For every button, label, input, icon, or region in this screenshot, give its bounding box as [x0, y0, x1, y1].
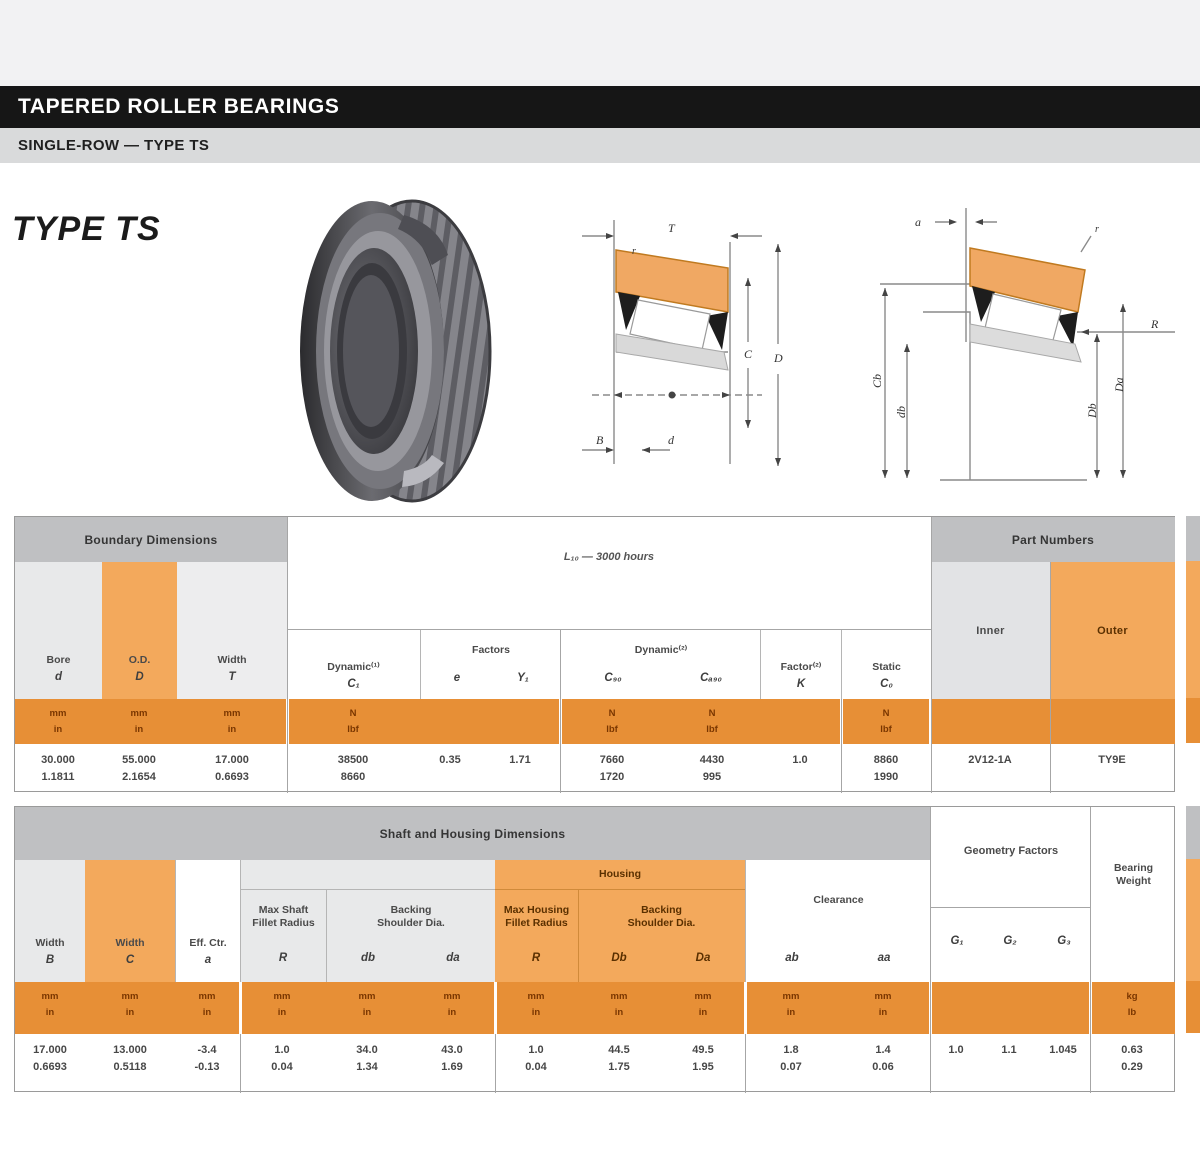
type-ts-heading: TYPE TS — [12, 210, 161, 248]
cell-c1: 38500 8660 — [337, 754, 369, 784]
cell-shaft-fillet: 1.0 0.04 — [271, 1044, 293, 1074]
cell-bore: 30.000 1.1811 — [41, 754, 75, 784]
dim-label-R: R — [1151, 317, 1159, 331]
dim-label-T: T — [668, 221, 675, 235]
cell-housing-fillet: 1.0 0.04 — [525, 1044, 547, 1074]
bearing-photo — [294, 193, 506, 509]
table-continuation-sliver — [1186, 859, 1200, 981]
cell-eff-center: -3.4 -0.13 — [194, 1044, 220, 1074]
col-header-static: Static C₀ — [841, 630, 931, 700]
table-continuation-sliver — [1186, 698, 1200, 743]
unit-mm-in: mm in — [130, 708, 148, 735]
unit-mm-in: mm in — [49, 708, 67, 735]
cell-weight: 0.63 0.29 — [1121, 1044, 1143, 1074]
bearing-render — [300, 201, 490, 501]
unit-n-lbf: N lbf — [347, 708, 359, 735]
group-header-boundary-dimensions: Boundary Dimensions — [15, 517, 287, 562]
title-bar — [0, 86, 1200, 128]
dim-label-Da: Da — [1112, 377, 1126, 392]
dim-label-C: C — [744, 347, 753, 361]
unit-mm-in: mm in — [358, 991, 376, 1018]
dim-label-D: D — [774, 351, 783, 365]
dim-label-B: B — [596, 433, 604, 447]
col-header-eff-center: Eff. Ctr. a — [175, 860, 240, 982]
col-header-dynamic1: Dynamic⁽¹⁾ C₁ — [327, 660, 380, 690]
unit-mm-in: mm in — [273, 991, 291, 1018]
table-continuation-sliver — [1186, 561, 1200, 698]
dim-label-r: r — [1095, 224, 1099, 235]
page-subtitle: SINGLE-ROW — TYPE TS — [18, 137, 210, 154]
unit-mm-in: mm in — [874, 991, 892, 1018]
subtitle-bar — [0, 128, 1200, 163]
col-header-outer: Outer — [1050, 562, 1175, 699]
cell-y1: 1.71 — [509, 754, 531, 766]
cell-Db: 44.5 1.75 — [608, 1044, 630, 1074]
table-continuation-sliver — [1186, 806, 1200, 859]
unit-mm-in: mm in — [694, 991, 712, 1018]
group-header-mounting: Shaft and Housing Dimensions — [15, 807, 930, 860]
col-header-cone-width: Width B — [15, 860, 85, 982]
col-header-factors: Factors e Y₁ — [420, 630, 560, 700]
cell-od: 55.000 2.1654 — [122, 754, 156, 784]
unit-kg-lb: kg lb — [1126, 991, 1138, 1018]
mounting-dimensions-table — [14, 806, 1175, 1092]
ratings-subheader — [287, 629, 931, 699]
table-row — [15, 1034, 1175, 1093]
unit-mm-in: mm in — [527, 991, 545, 1018]
cross-section-diagram — [552, 192, 802, 502]
cell-width: 17.000 0.6693 — [215, 754, 249, 784]
cell-ca90: 4430 995 — [699, 754, 725, 784]
col-header-inner: Inner — [931, 562, 1050, 699]
cell-db: 34.0 1.34 — [356, 1044, 378, 1074]
dim-label-Db: Db — [1085, 403, 1099, 418]
mounted-diagram — [845, 192, 1185, 502]
cell-ab: 1.8 0.07 — [780, 1044, 802, 1074]
cell-aa: 1.4 0.06 — [872, 1044, 894, 1074]
cell-g2: 1.1 — [1001, 1044, 1017, 1056]
dim-label-db: db — [894, 406, 908, 418]
cell-k: 1.0 — [792, 754, 808, 766]
unit-mm-in: mm in — [782, 991, 800, 1018]
table-continuation-sliver — [1186, 516, 1200, 561]
cell-c0: 8860 1990 — [873, 754, 899, 784]
col-header-od: O.D. D — [102, 562, 177, 699]
table-row — [15, 744, 1175, 793]
unit-mm-in: mm in — [443, 991, 461, 1018]
page-title: TAPERED ROLLER BEARINGS — [18, 95, 340, 118]
dim-label-Cb: Cb — [870, 373, 884, 388]
col-header-weight: Bearing Weight — [1090, 807, 1175, 982]
unit-n-lbf: N lbf — [880, 708, 892, 735]
dimensions-ratings-table — [14, 516, 1175, 792]
unit-n-lbf: N lbf — [606, 708, 618, 735]
cell-inner-part: 2V12-1A — [968, 754, 1012, 766]
col-header-dynamic2: Dynamic⁽²⁾ C₉₀ Cₐ₉₀ — [560, 630, 760, 700]
dim-label-a: a — [915, 215, 921, 229]
dim-label-r: r — [632, 246, 636, 257]
col-header-factor-k: Factor⁽²⁾ K — [760, 630, 841, 700]
cell-e: 0.35 — [439, 754, 461, 766]
group-header-geometry-factors: Geometry Factors G₁ G₂ G₃ — [930, 807, 1090, 982]
unit-mm-in: mm in — [41, 991, 59, 1018]
table-continuation-sliver — [1186, 981, 1200, 1033]
group-header-part-numbers: Part Numbers — [931, 517, 1175, 562]
unit-n-lbf: N lbf — [706, 708, 718, 735]
cell-g1: 1.0 — [948, 1044, 964, 1056]
units-band — [15, 982, 1175, 1034]
cell-cup-width: 13.000 0.5118 — [113, 1044, 147, 1074]
cell-g3: 1.045 — [1049, 1044, 1077, 1056]
cell-da: 43.0 1.69 — [441, 1044, 463, 1074]
col-header-bore: Bore d — [15, 562, 102, 699]
top-margin-strip — [0, 0, 1200, 86]
col-header-cup-width: Width C — [85, 860, 175, 982]
cell-Da: 49.5 1.95 — [692, 1044, 714, 1074]
unit-mm-in: mm in — [121, 991, 139, 1018]
group-header-ratings: L₁₀ — 3000 hours — [563, 551, 655, 563]
cell-cone-width: 17.000 0.6693 — [33, 1044, 67, 1074]
unit-mm-in: mm in — [610, 991, 628, 1018]
dim-label-d: d — [668, 433, 674, 447]
unit-mm-in: mm in — [198, 991, 216, 1018]
group-clearance: Clearance ab aa — [745, 860, 930, 982]
col-header-width: Width T — [177, 562, 287, 699]
group-shaft: Max Shaft Fillet Radius R Backing Shoulder Dia. db da — [240, 860, 495, 982]
cell-outer-part: TY9E — [1098, 754, 1126, 766]
cell-c90: 7660 1720 — [599, 754, 625, 784]
units-band — [15, 699, 1175, 744]
unit-mm-in: mm in — [223, 708, 241, 735]
group-housing: Housing Max Housing Fillet Radius R Backing Shoulder Dia. Db Da — [495, 860, 745, 982]
